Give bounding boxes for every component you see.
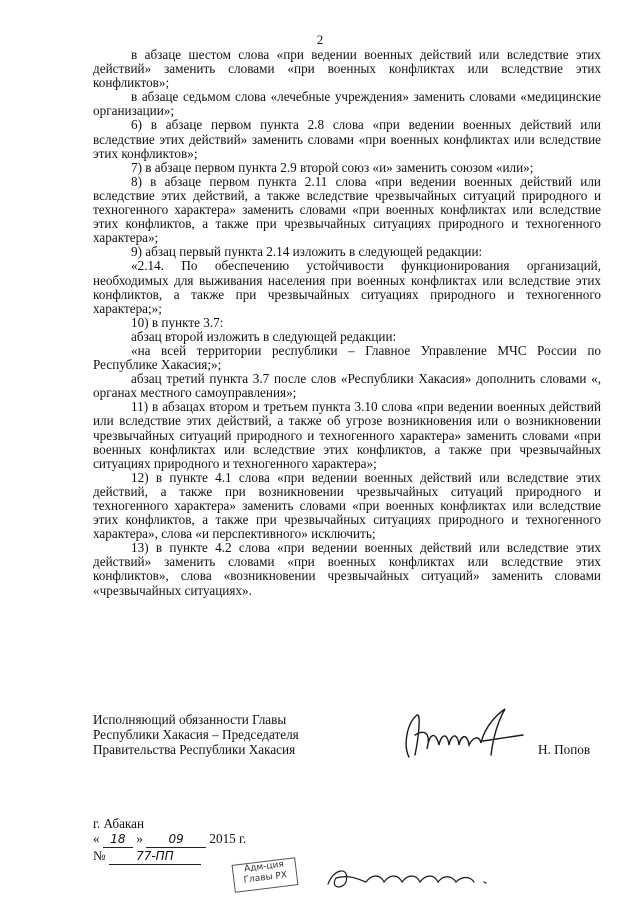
paragraph: в абзаце шестом слова «при ведении военных действий или вследствие этих действий» заменить словами «при военных конфликтах или вследствие этих конфликтов»;	[93, 47, 601, 91]
paragraph: абзац второй изложить в следующей редакции:	[131, 328, 397, 344]
issue-number	[93, 848, 246, 865]
issue-details	[93, 816, 246, 865]
paragraph: 8) в абзаце первом пункта 2.11 слова «при ведении военных действий или вследствие этих действий, а также вследствие чрезвычайных ситуаций природного и техногенного характера» заменить словами «при военных конфликтах или вследствие этих конфликтов, а также при чрезвычайных ситуациях природного и техногенного характера»;	[93, 173, 601, 246]
number-label: №	[93, 848, 106, 863]
paragraph: 12) в пункте 4.1 слова «при ведении военных действий или вследствие этих действий, а также при возникновении чрезвычайных ситуаций природного и техногенного характера» заменить словами «при военных конфликтах или вследствие этих конфликтов, а также при чрезвычайных ситуациях природного и техногенного характера», слова «и перспективного» исключить;	[93, 469, 601, 542]
paragraph: 9) абзац первый пункта 2.14 изложить в следующей редакции:	[131, 244, 483, 260]
paragraph: «2.14. По обеспечению устойчивости функционирования организаций, необходимых для выживания населения при военных конфликтах или вследствие этих конфликтов, а также при чрезвычайных ситуациях природного и техногенного характера;»;	[93, 258, 601, 316]
stamp-line: Адм-ция	[243, 859, 285, 875]
signatory-line: Республики Хакасия – Председателя	[93, 727, 299, 742]
issue-city: г. Абакан	[93, 816, 145, 831]
handwritten-visa	[320, 860, 500, 894]
paragraph: 13) в пункте 4.2 слова «при ведении военных действий или вследствие этих действий» заменить словами «при военных конфликтах или вследствие этих конфликтов», слова «возникновении чрезвычайных ситуаций» заменить словами «чрезвычайных ситуациях».	[93, 540, 601, 598]
page-number: 2	[316, 32, 324, 47]
paragraph: 6) в абзаце первом пункта 2.8 слова «при ведении военных действий или вследствие этих действий» заменить словами «при военных конфликтах или вследствие этих конфликтов»;	[93, 117, 601, 161]
document-body	[93, 48, 601, 598]
date-month: 09	[146, 832, 206, 848]
date-year: 2015 г.	[209, 831, 247, 846]
signatory-title	[93, 712, 299, 757]
paragraph: 10) в пункте 3.7:	[131, 314, 224, 330]
stamp-line: Главы РХ	[243, 870, 288, 886]
signatory-line: Исполняющий обязанности Главы	[93, 712, 287, 727]
paragraph: абзац третий пункта 3.7 после слов «Республики Хакасия» дополнить словами «, органах местного самоуправления»;	[93, 371, 601, 401]
date-open-quote: «	[93, 831, 100, 846]
date-close-quote: »	[136, 831, 143, 846]
paragraph: «на всей территории республики – Главное Управление МЧС России по Республике Хакасия;»;	[93, 342, 601, 373]
number-value: 77-ПП	[109, 849, 201, 865]
issue-date	[93, 831, 246, 848]
signatory-line: Правительства Республики Хакасия	[93, 742, 296, 757]
date-day: 18	[103, 832, 133, 848]
handwritten-signature	[395, 705, 535, 765]
paragraph: в абзаце седьмом слова «лечебные учреждения» заменить словами «медицинские организации»;	[93, 89, 601, 119]
signer-name: Н. Попов	[538, 742, 591, 757]
paragraph: 7) в абзаце первом пункта 2.9 второй союз «и» заменить союзом «или»;	[131, 159, 534, 175]
paragraph: 11) в абзацах втором и третьем пункта 3.10 слова «при ведении военных действий или вследствие этих действий, а также об угрозе возникновения или о возникновении чрезвычайных ситуаций природного и техногенного характера» заменить словами «при военных конфликтах или вследствие этих конфликтов, а также при чрезвычайных ситуациях природного и техногенного характера»;	[93, 399, 601, 471]
